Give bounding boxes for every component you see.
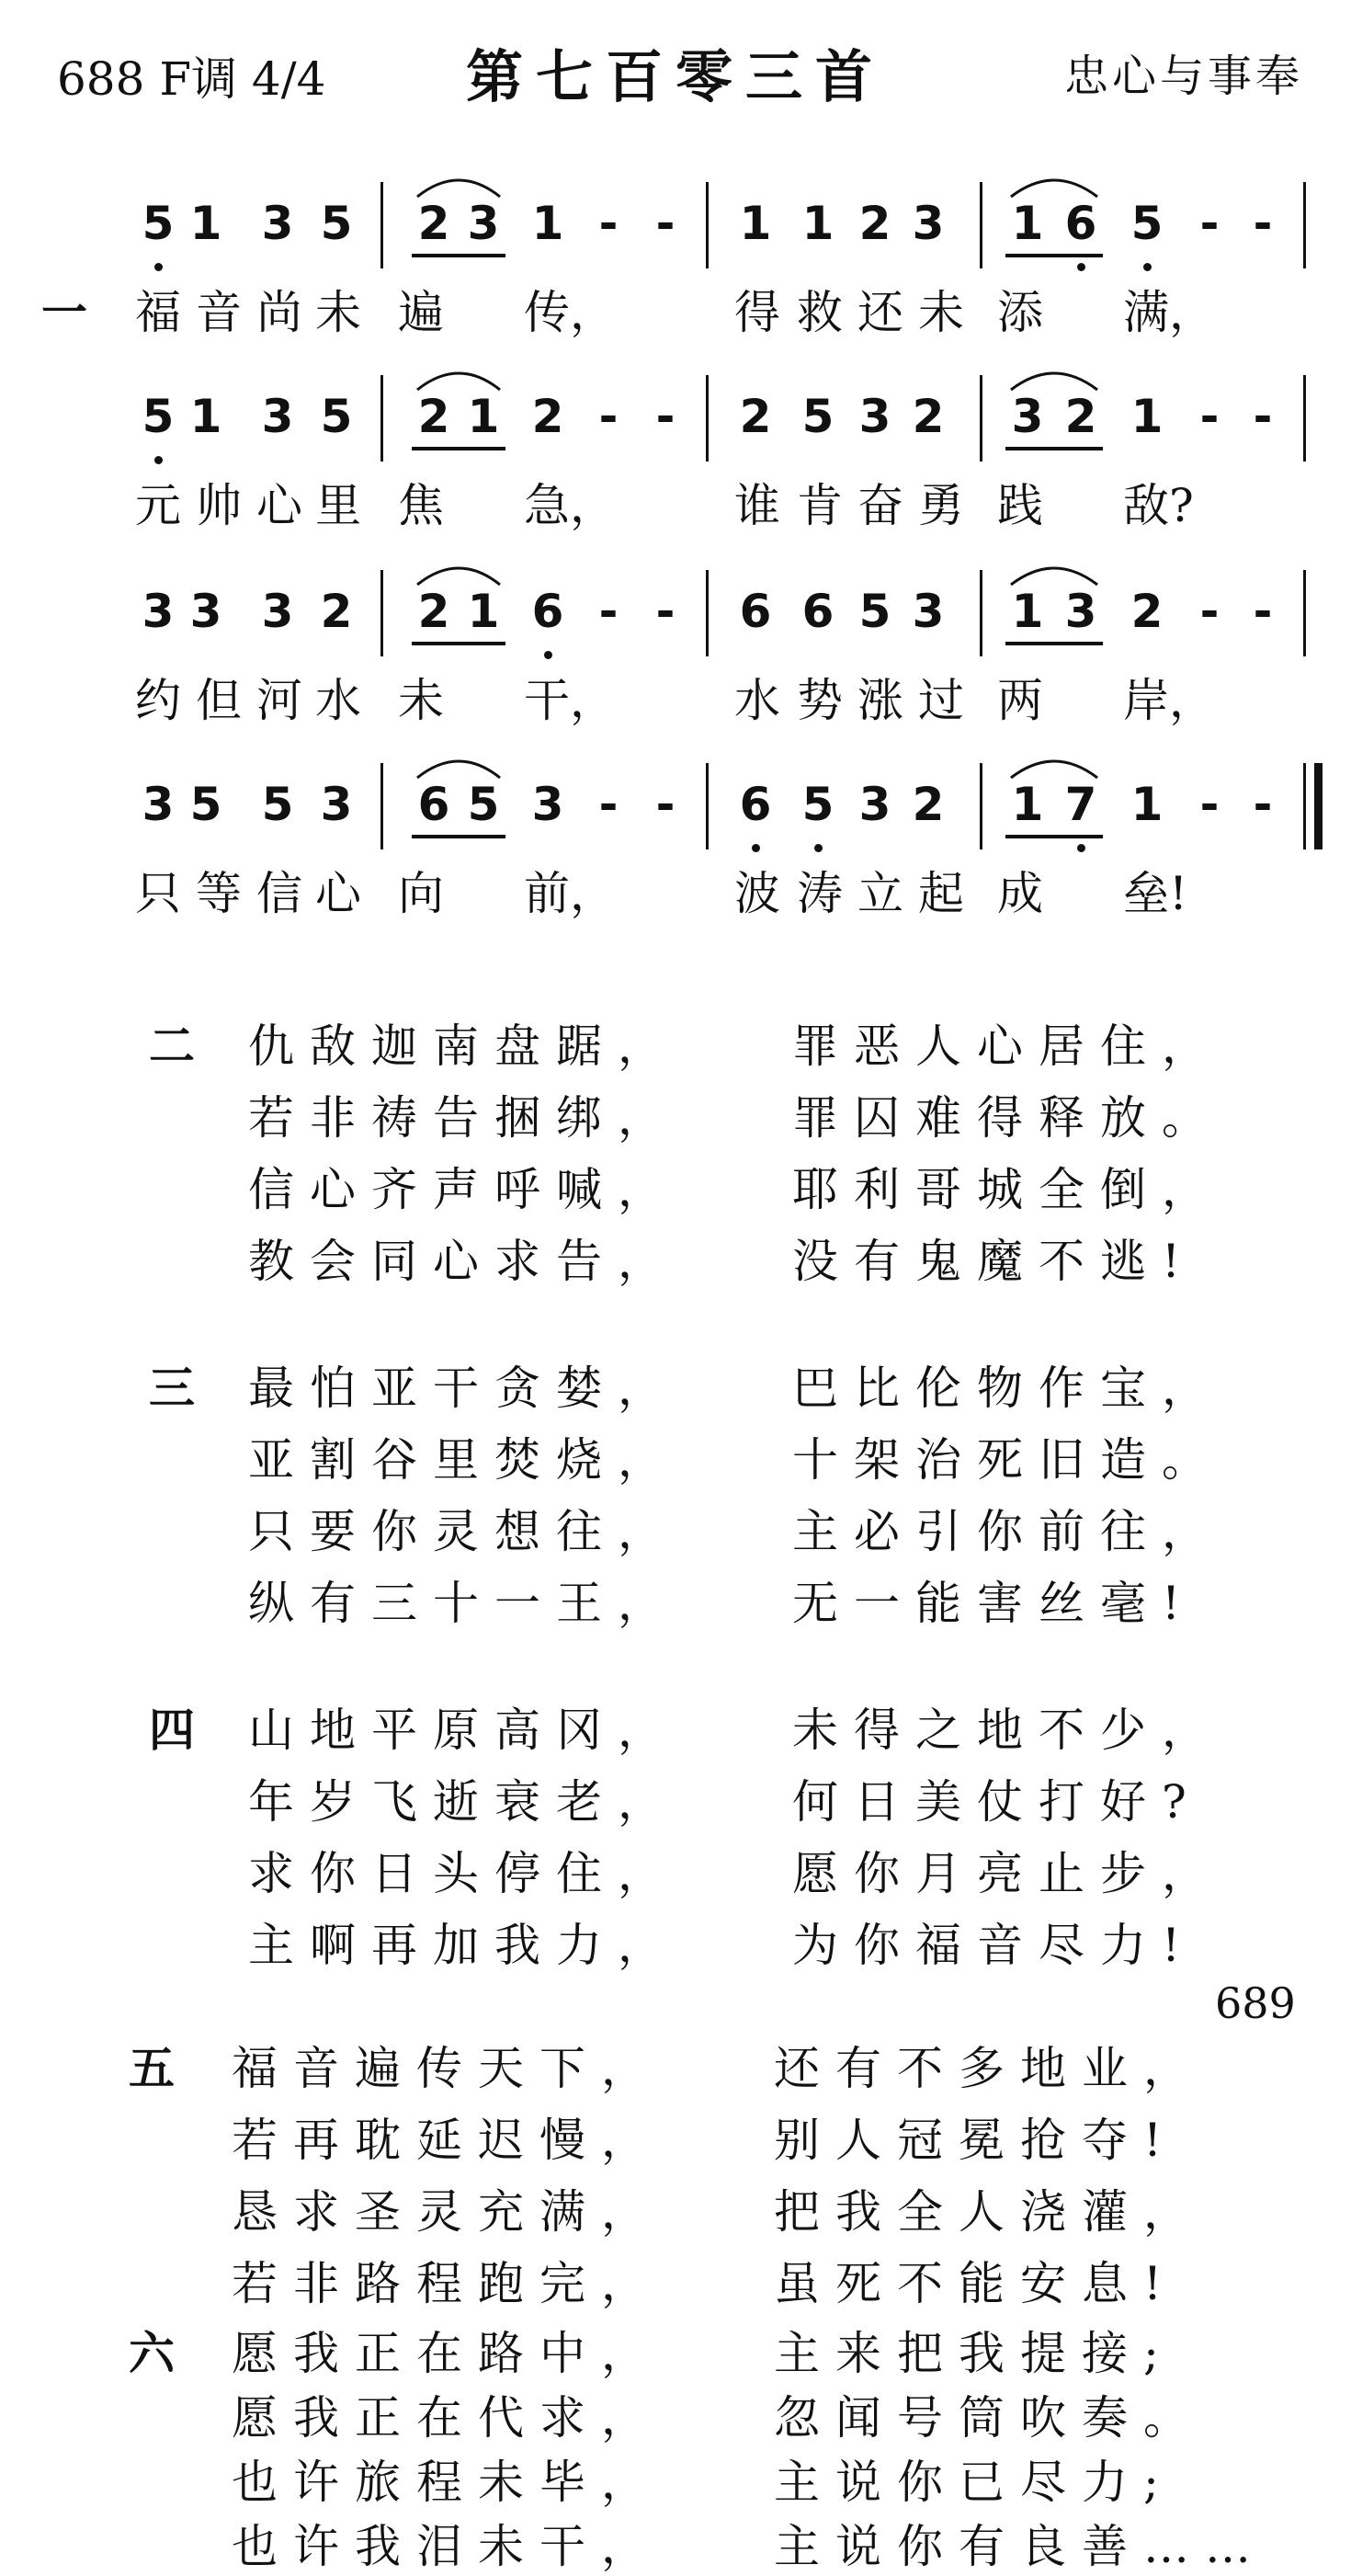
sustain-dash: - <box>655 585 676 638</box>
eighth-note-underline <box>1005 447 1103 450</box>
lyric-syllable: 谁 <box>734 479 780 532</box>
lyric-syllable: 两 <box>997 674 1043 727</box>
hymn-title: 第七百零三首 <box>465 43 885 110</box>
verse-line-first-half: 恳求圣灵充满， <box>232 2185 663 2239</box>
sustain-dash: - <box>1199 390 1220 443</box>
note: 5 <box>801 778 834 831</box>
note: 7 <box>1064 778 1097 831</box>
verse-label: 六 <box>129 2327 175 2380</box>
verse-line-second-half: 罪恶人心居住， <box>792 1020 1223 1073</box>
lyric-syllable: 里 <box>315 479 361 532</box>
lyric-syllable: 福 <box>135 286 181 339</box>
low-octave-dot <box>154 456 163 464</box>
note: 1 <box>531 197 564 250</box>
note: 6 <box>739 778 772 831</box>
note: 1 <box>189 390 222 443</box>
low-octave-dot <box>752 844 760 852</box>
verse-label: 一 <box>41 285 87 339</box>
verse-line-second-half: 为你福音尽力! <box>792 1919 1197 1972</box>
verse-line-second-half: 主说你有良善…… <box>774 2520 1266 2573</box>
lyric-syllable: 传， <box>524 286 616 339</box>
lyric-syllable: 肯 <box>797 479 843 532</box>
note: 1 <box>739 197 772 250</box>
verse-line-first-half: 也许旅程未毕， <box>232 2456 663 2509</box>
note: 3 <box>1064 585 1097 638</box>
lyric-syllable: 心 <box>315 867 361 920</box>
slur <box>1009 752 1099 780</box>
verse-line-second-half: 十架治死旧造。 <box>792 1433 1223 1487</box>
note: 3 <box>320 778 353 831</box>
verse-line-first-half: 亚割谷里焚烧， <box>248 1433 679 1487</box>
note: 1 <box>467 390 500 443</box>
slur <box>1009 364 1099 392</box>
verse-line-first-half: 福音遍传天下， <box>232 2042 663 2095</box>
note: 5 <box>1130 197 1164 250</box>
lyric-syllable: 焦 <box>398 479 444 532</box>
eighth-note-underline <box>412 447 505 450</box>
verse-line-second-half: 别人冠冕抢夺! <box>774 2114 1178 2167</box>
note: 3 <box>261 197 294 250</box>
slur <box>1009 559 1099 587</box>
lyric-syllable: 还 <box>857 286 903 339</box>
lyric-syllable: 但 <box>196 674 242 727</box>
note: 5 <box>261 778 294 831</box>
sustain-dash: - <box>598 585 619 638</box>
low-octave-dot <box>1077 844 1085 852</box>
eighth-note-underline <box>412 642 505 645</box>
sustain-dash: - <box>1199 197 1220 250</box>
lyric-syllable: 河 <box>256 674 302 727</box>
lyric-syllable: 垒! <box>1123 867 1188 920</box>
lyric-syllable: 约 <box>135 674 181 727</box>
verse-line-second-half: 愿你月亮止步， <box>792 1847 1223 1900</box>
note: 5 <box>320 390 353 443</box>
sustain-dash: - <box>1253 390 1273 443</box>
lyric-syllable: 等 <box>196 867 242 920</box>
score-system <box>0 368 1351 552</box>
verse-line-second-half: 无一能害丝毫! <box>792 1577 1197 1630</box>
verse-line-second-half: 巴比伦物作宝， <box>792 1362 1223 1415</box>
low-octave-dot <box>1077 263 1085 271</box>
verse-label: 二 <box>149 1020 195 1073</box>
note: 3 <box>142 778 175 831</box>
note: 1 <box>1011 585 1044 638</box>
page-number: 689 <box>1215 1978 1296 2028</box>
note: 3 <box>467 197 500 250</box>
slur <box>415 171 502 199</box>
note: 6 <box>417 778 450 831</box>
note: 5 <box>142 390 175 443</box>
note: 5 <box>858 585 891 638</box>
verse-line-first-half: 纵有三十一王， <box>248 1577 679 1630</box>
lyric-syllable: 帅 <box>196 479 242 532</box>
verse-label: 四 <box>149 1704 195 1757</box>
lyric-syllable: 涨 <box>857 674 903 727</box>
lyric-syllable: 成 <box>997 867 1043 920</box>
barline <box>980 375 982 462</box>
barline <box>980 570 982 656</box>
note: 2 <box>912 390 945 443</box>
lyric-syllable: 遍 <box>398 286 444 339</box>
sustain-dash: - <box>1253 778 1273 831</box>
verse-line-second-half: 主来把我提接; <box>774 2327 1175 2380</box>
barline <box>706 375 709 462</box>
verse-line-second-half: 还有不多地业， <box>774 2042 1205 2095</box>
score-system <box>0 175 1351 359</box>
lyric-syllable: 水 <box>315 674 361 727</box>
verse-line-second-half: 未得之地不少， <box>792 1704 1223 1757</box>
sustain-dash: - <box>1199 778 1220 831</box>
lyric-syllable: 只 <box>135 867 181 920</box>
barline <box>980 182 982 268</box>
lyric-syllable: 立 <box>857 867 903 920</box>
final-barline <box>1314 763 1323 849</box>
slur <box>415 364 502 392</box>
slur <box>1009 171 1099 199</box>
eighth-note-underline <box>1005 835 1103 838</box>
note: 3 <box>858 778 891 831</box>
verse-line-first-half: 愿我正在路中， <box>232 2327 663 2380</box>
note: 1 <box>1130 390 1164 443</box>
verse-line-second-half: 把我全人浇灌， <box>774 2185 1205 2239</box>
lyric-syllable: 势 <box>797 674 843 727</box>
sustain-dash: - <box>598 778 619 831</box>
lyric-syllable: 岸， <box>1123 674 1215 727</box>
lyric-syllable: 急， <box>524 479 616 532</box>
barline <box>380 182 383 268</box>
slur <box>415 752 502 780</box>
note: 3 <box>261 390 294 443</box>
barline <box>706 182 709 268</box>
note: 2 <box>417 585 450 638</box>
verse-line-first-half: 山地平原高冈， <box>248 1704 679 1757</box>
lyric-syllable: 满， <box>1123 286 1215 339</box>
verse-line-second-half: 主说你已尽力; <box>774 2456 1175 2509</box>
verse-line-first-half: 若非路程跑完， <box>232 2257 663 2310</box>
verse-line-second-half: 罪囚难得释放。 <box>792 1091 1223 1145</box>
low-octave-dot <box>154 263 163 271</box>
verse-line-first-half: 年岁飞逝衰老， <box>248 1775 679 1829</box>
note: 6 <box>739 585 772 638</box>
lyric-syllable: 未 <box>918 286 964 339</box>
verse-label: 三 <box>149 1362 195 1415</box>
verse-label: 五 <box>129 2042 175 2095</box>
sustain-dash: - <box>1253 585 1273 638</box>
note: 1 <box>467 585 500 638</box>
barline <box>1303 375 1306 462</box>
hymn-number-key-time: 688 F调 4/4 <box>57 52 326 106</box>
note: 3 <box>912 197 945 250</box>
note: 6 <box>801 585 834 638</box>
note: 3 <box>261 585 294 638</box>
note: 1 <box>189 197 222 250</box>
verse-line-second-half: 虽死不能安息! <box>774 2257 1178 2310</box>
verse-line-first-half: 只要你灵想往， <box>248 1505 679 1558</box>
note: 3 <box>142 585 175 638</box>
note: 3 <box>858 390 891 443</box>
lyric-syllable: 过 <box>918 674 964 727</box>
eighth-note-underline <box>412 254 505 257</box>
barline <box>380 570 383 656</box>
note: 5 <box>801 390 834 443</box>
note: 6 <box>531 585 564 638</box>
note: 2 <box>739 390 772 443</box>
sustain-dash: - <box>1253 197 1273 250</box>
sustain-dash: - <box>598 197 619 250</box>
barline <box>380 763 383 849</box>
lyric-syllable: 音 <box>196 286 242 339</box>
eighth-note-underline <box>1005 642 1103 645</box>
barline <box>1303 182 1306 268</box>
lyric-syllable: 向 <box>398 867 444 920</box>
verse-line-second-half: 忽闻号筒吹奏。 <box>774 2391 1205 2445</box>
lyric-syllable: 未 <box>398 674 444 727</box>
lyric-syllable: 践 <box>997 479 1043 532</box>
lyric-syllable: 干， <box>524 674 616 727</box>
lyric-syllable: 尚 <box>256 286 302 339</box>
lyric-syllable: 波 <box>734 867 780 920</box>
verse-line-first-half: 若再耽延迟慢， <box>232 2114 663 2167</box>
eighth-note-underline <box>412 835 505 838</box>
note: 3 <box>531 778 564 831</box>
lyric-syllable: 得 <box>734 286 780 339</box>
barline <box>1303 763 1306 849</box>
note: 2 <box>912 778 945 831</box>
verse-line-second-half: 何日美仗打好? <box>792 1775 1202 1829</box>
note: 5 <box>189 778 222 831</box>
verse-line-first-half: 最怕亚干贪婪， <box>248 1362 679 1415</box>
verse-line-first-half: 仇敌迦南盘踞， <box>248 1020 679 1073</box>
score-system <box>0 563 1351 747</box>
barline <box>706 763 709 849</box>
note: 6 <box>1064 197 1097 250</box>
barline <box>980 763 982 849</box>
note: 1 <box>1011 778 1044 831</box>
note: 5 <box>320 197 353 250</box>
note: 5 <box>467 778 500 831</box>
note: 2 <box>858 197 891 250</box>
slur <box>415 559 502 587</box>
lyric-syllable: 信 <box>256 867 302 920</box>
barline <box>1303 570 1306 656</box>
verse-line-first-half: 信心齐声呼喊， <box>248 1163 679 1216</box>
note: 3 <box>189 585 222 638</box>
barline <box>380 375 383 462</box>
verse-line-second-half: 主必引你前往， <box>792 1505 1223 1558</box>
lyric-syllable: 勇 <box>918 479 964 532</box>
lyric-syllable: 添 <box>997 286 1043 339</box>
note: 2 <box>1064 390 1097 443</box>
score-system <box>0 756 1351 940</box>
eighth-note-underline <box>1005 254 1103 257</box>
lyric-syllable: 涛 <box>797 867 843 920</box>
low-octave-dot <box>544 651 552 659</box>
lyric-syllable: 心 <box>256 479 302 532</box>
note: 1 <box>801 197 834 250</box>
note: 2 <box>531 390 564 443</box>
lyric-syllable: 救 <box>797 286 843 339</box>
low-octave-dot <box>814 844 823 852</box>
note: 2 <box>417 197 450 250</box>
lyric-syllable: 水 <box>734 674 780 727</box>
note: 3 <box>912 585 945 638</box>
note: 3 <box>1011 390 1044 443</box>
note: 2 <box>1130 585 1164 638</box>
note: 2 <box>417 390 450 443</box>
sustain-dash: - <box>655 390 676 443</box>
lyric-syllable: 前， <box>524 867 616 920</box>
hymn-category: 忠心与事奉 <box>1063 51 1303 102</box>
lyric-syllable: 奋 <box>857 479 903 532</box>
note: 1 <box>1130 778 1164 831</box>
low-octave-dot <box>1143 263 1152 271</box>
verse-line-second-half: 没有鬼魔不逃! <box>792 1235 1197 1288</box>
note: 5 <box>142 197 175 250</box>
verse-line-first-half: 求你日头停住， <box>248 1847 679 1900</box>
verse-line-first-half: 也许我泪未干， <box>232 2520 663 2573</box>
sustain-dash: - <box>598 390 619 443</box>
note: 1 <box>1011 197 1044 250</box>
verse-line-first-half: 主啊再加我力， <box>248 1919 679 1972</box>
verse-line-second-half: 耶利哥城全倒， <box>792 1163 1223 1216</box>
sustain-dash: - <box>655 778 676 831</box>
sustain-dash: - <box>655 197 676 250</box>
lyric-syllable: 敌? <box>1123 479 1194 532</box>
barline <box>706 570 709 656</box>
note: 2 <box>320 585 353 638</box>
verse-line-first-half: 教会同心求告， <box>248 1235 679 1288</box>
lyric-syllable: 未 <box>315 286 361 339</box>
verse-line-first-half: 若非祷告捆绑， <box>248 1091 679 1145</box>
sustain-dash: - <box>1199 585 1220 638</box>
lyric-syllable: 元 <box>135 479 181 532</box>
lyric-syllable: 起 <box>918 867 964 920</box>
verse-line-first-half: 愿我正在代求， <box>232 2391 663 2445</box>
